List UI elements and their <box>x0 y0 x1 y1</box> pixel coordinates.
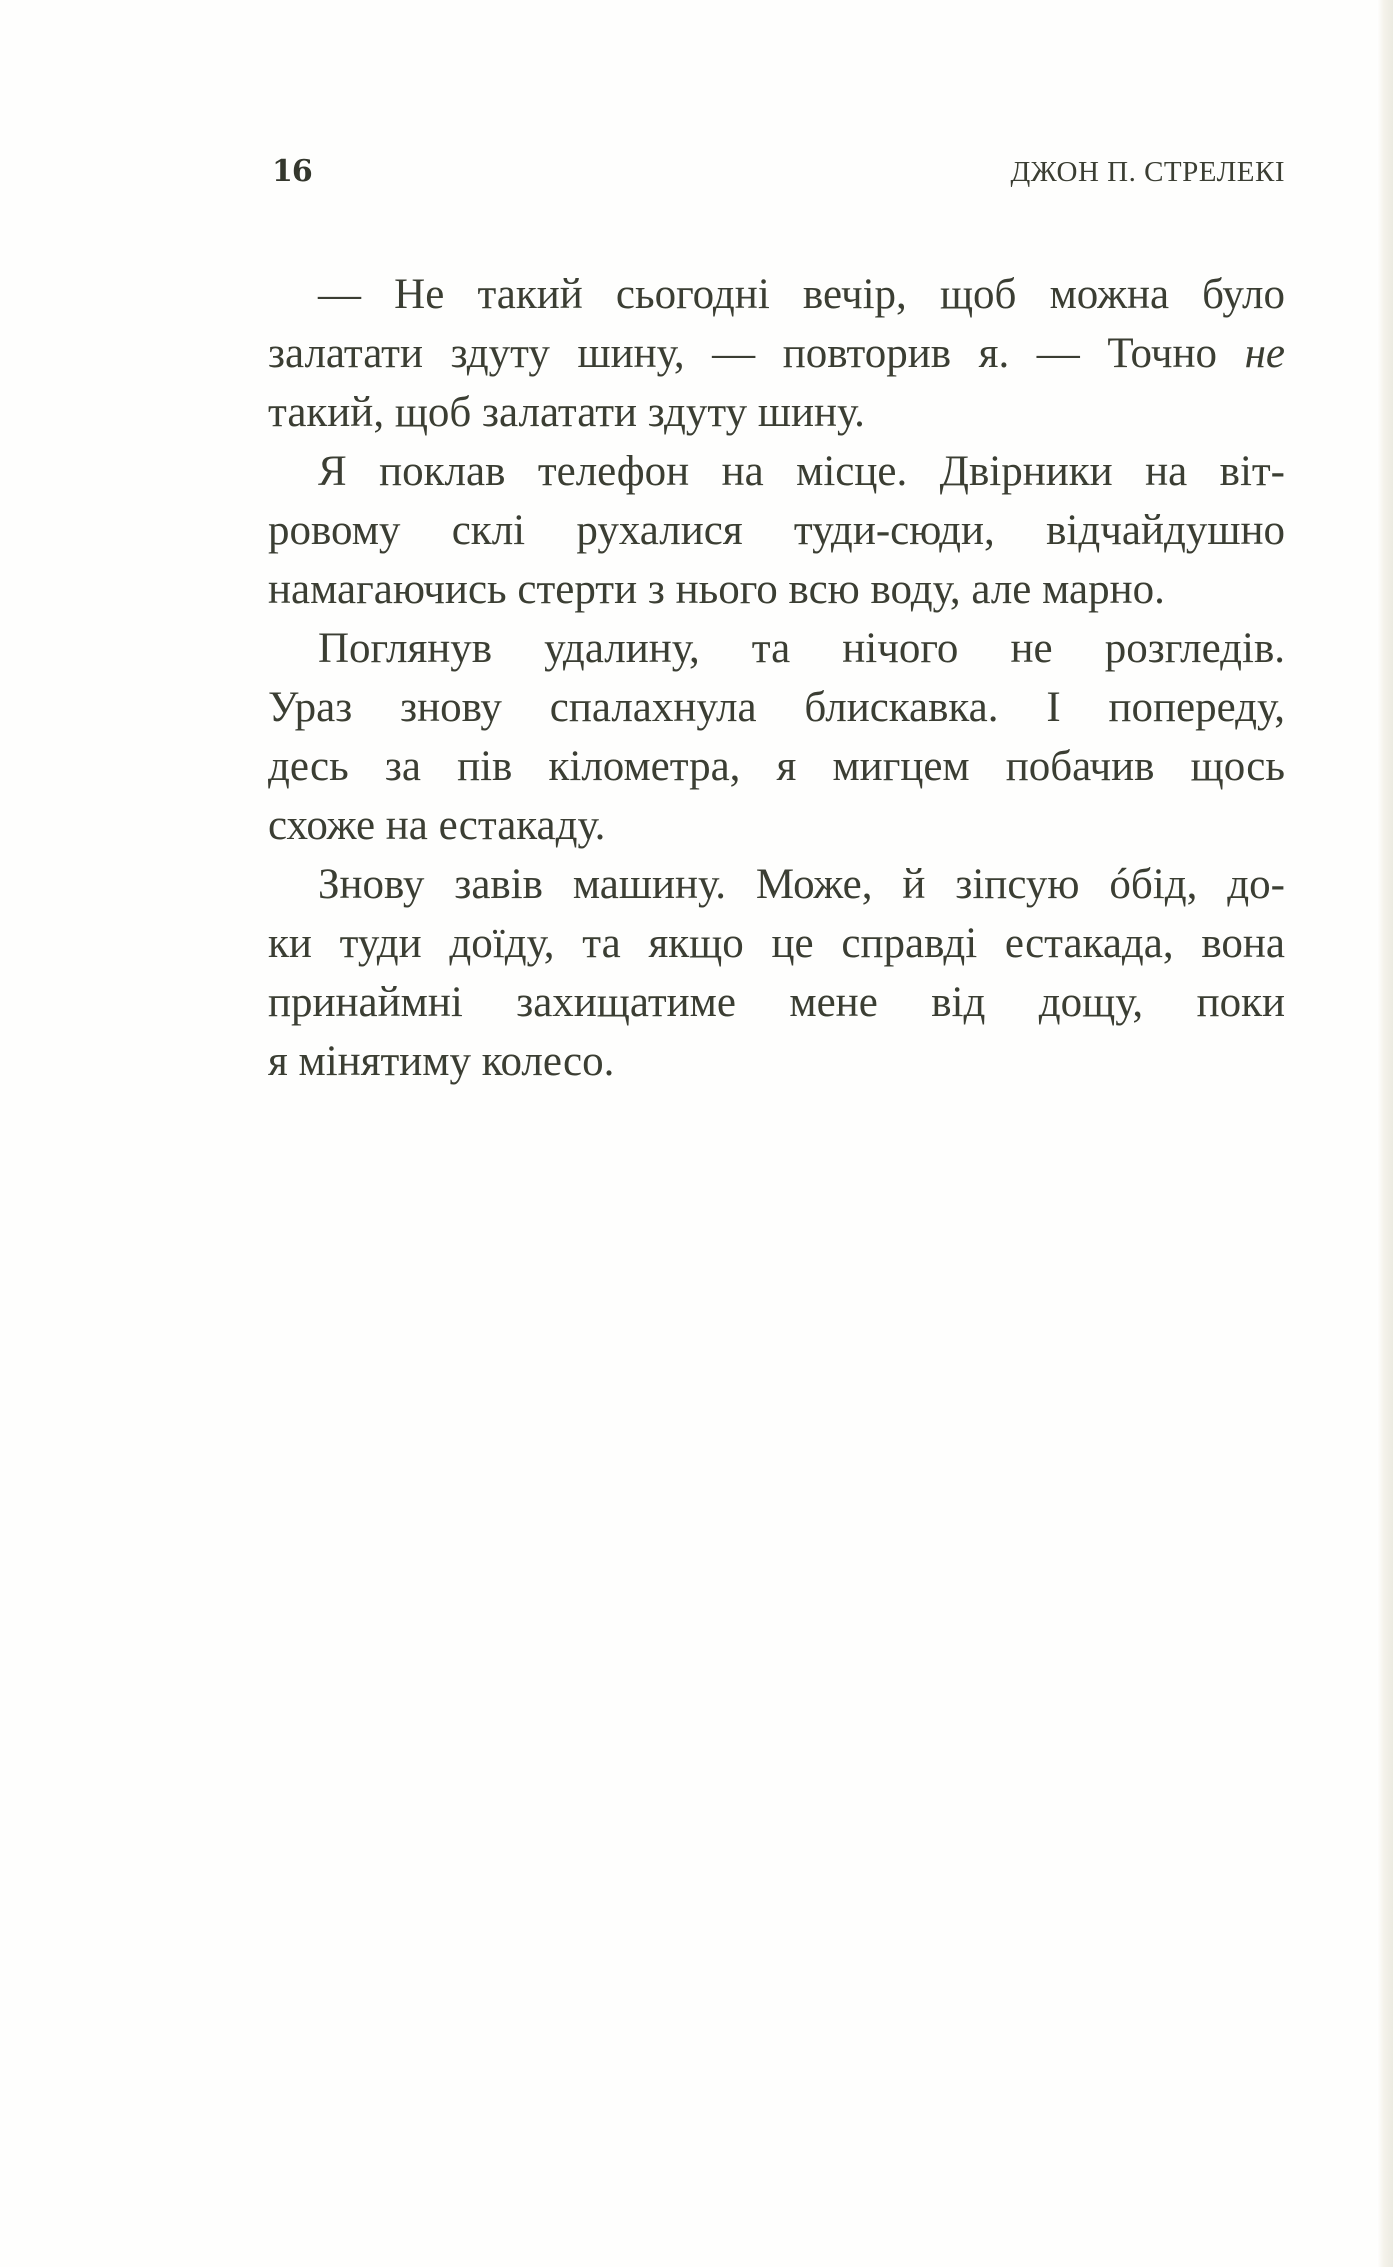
text-line: ровому склі рухалися туди-сюди, відчайдушно <box>268 507 1285 554</box>
paragraph-4 <box>268 855 1285 1091</box>
text-line: схоже на естакаду. <box>268 802 606 849</box>
page-number: 16 <box>272 154 312 189</box>
paragraph-3 <box>268 619 1285 855</box>
text-line: Знову завів машину. Може, й зіпсую óбід, до- <box>318 861 1285 908</box>
paragraph-1 <box>268 265 1285 442</box>
text-line: ки туди доїду, та якщо це справді естакада, вона <box>268 920 1285 967</box>
running-title-author: ДЖОН П. СТРЕЛЕКІ <box>1010 156 1285 188</box>
text-line: — Не такий сьогодні вечір, щоб можна було <box>318 271 1285 318</box>
text-line: намагаючись стерти з нього всю воду, але марно. <box>268 566 1165 613</box>
text-line: Поглянув удалину, та нічого не розгледів. <box>318 625 1285 672</box>
text-line <box>268 324 1285 383</box>
emphasized-word: не <box>1244 330 1285 377</box>
text-line-main: залатати здуту шину, — повторив я. — Точно <box>268 330 1245 377</box>
page-edge-shadow <box>1377 0 1393 2267</box>
text-line: такий, щоб залатати здуту шину. <box>268 389 865 436</box>
text-line: Ураз знову спалахнула блискавка. І попереду, <box>268 684 1285 731</box>
body-text <box>268 265 1285 1091</box>
text-line: десь за пів кілометра, я мигцем побачив щось <box>268 743 1285 790</box>
paragraph-2 <box>268 442 1285 619</box>
text-line: Я поклав телефон на місце. Двірники на віт- <box>318 448 1285 495</box>
text-line: принаймні захищатиме мене від дощу, поки <box>268 979 1285 1026</box>
text-line: я мінятиму колесо. <box>268 1038 615 1085</box>
running-head <box>268 150 1285 194</box>
